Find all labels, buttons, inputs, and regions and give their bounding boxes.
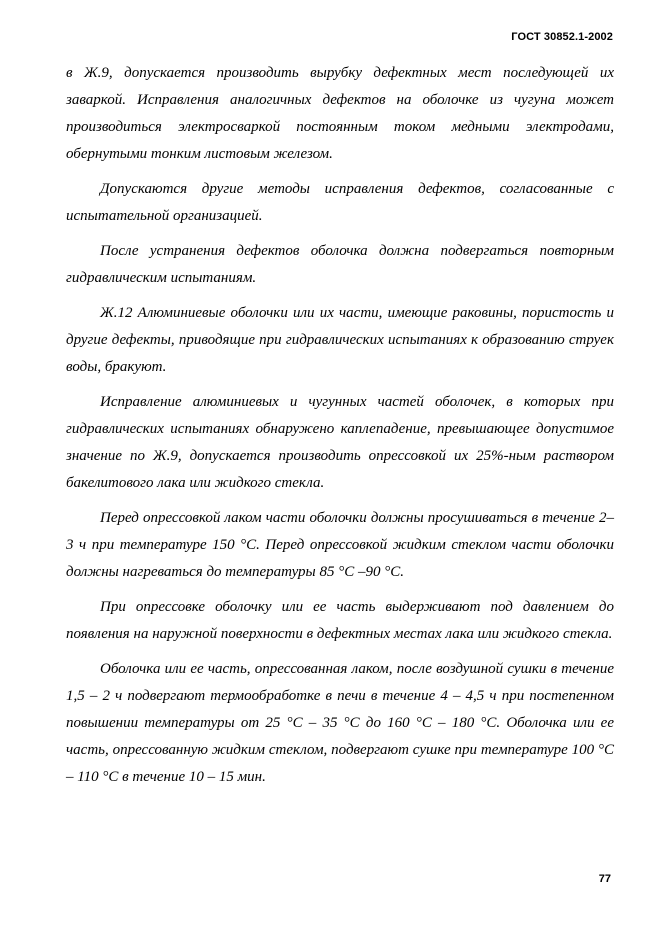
paragraph-other-methods: Допускаются другие методы исправления дефектов, согласованные с испытательной организацией. <box>66 181 614 224</box>
paragraph-drying-heating: Перед опрессовкой лаком части оболочки должны просушиваться в течение 2–3 ч при температуре 150 °С. Перед опрессовкой жидким стеклом части оболочки должны нагреваться до температуры 85 °С –90 °С. <box>66 510 614 580</box>
paragraph-clause-zh12: Ж.12 Алюминиевые оболочки или их части, имеющие раковины, пористость и другие дефекты, приводящие при гидравлических испытаниях к образованию струек воды, бракуют. <box>66 305 614 375</box>
paragraph-pressure-hold: При опрессовке оболочку или ее часть выдерживают под давлением до появления на наружной поверхности в дефектных местах лака или жидкого стекла. <box>66 599 614 642</box>
document-code-header: ГОСТ 30852.1-2002 <box>511 31 613 43</box>
paragraph-heat-treatment: Оболочка или ее часть, опрессованная лаком, после воздушной сушки в течение 1,5 – 2 ч подвергают термообработке в печи в течение 4 – 4,5 ч при постепенном повышении температуры от 25 °С – 35 °С до 160 °С – 180 °С. Оболочка или ее часть, опрессованную жидким стеклом, подвергают сушке при температуре 100 °С – 110 °С в течение 10 – 15 мин. <box>66 661 614 785</box>
paragraph-repeat-testing: После устранения дефектов оболочка должна подвергаться повторным гидравлическим испытаниям. <box>66 243 614 286</box>
page-number: 77 <box>598 873 611 885</box>
paragraph-continuation: в Ж.9, допускается производить вырубку дефектных мест последующей их заваркой. Исправления аналогичных дефектов на оболочке из чугуна может производиться электросваркой постоянным током медными электродами, обернутыми тонким листовым железом. <box>66 65 614 162</box>
document-body <box>66 60 614 799</box>
paragraph-pressing-repair: Исправление алюминиевых и чугунных частей оболочек, в которых при гидравлических испытаниях обнаружено каплепадение, превышающее допустимое значение по Ж.9, допускается производить опрессовкой их 25%-ным раствором бакелитового лака или жидкого стекла. <box>66 394 614 491</box>
